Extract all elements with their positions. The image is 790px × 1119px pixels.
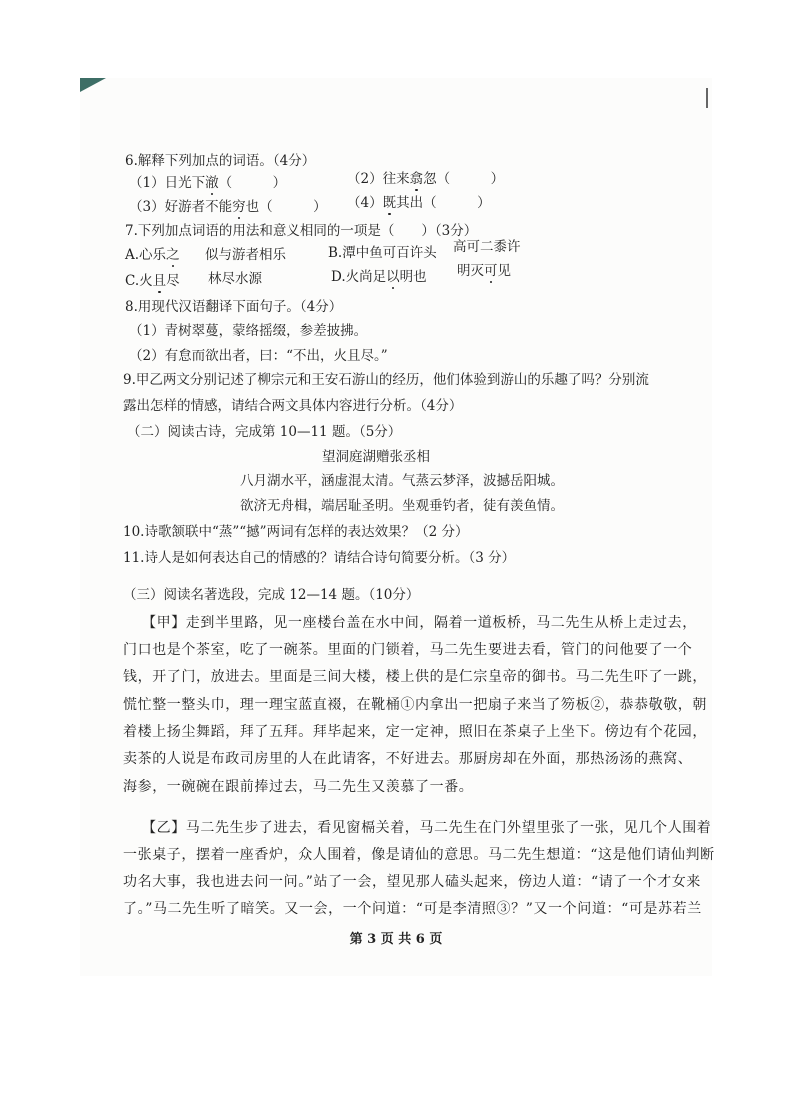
q11: 11.诗人是如何表达自己的情感的？请结合诗句简要分析。（3 分） <box>123 550 516 566</box>
page-footer: 第 3 页 共 6 页 <box>349 932 443 947</box>
q7-option-a-compare: 似与游者相乐 <box>205 247 286 263</box>
section-2-title: （二）阅读古诗，完成第 10—11 题。（5分） <box>127 424 402 440</box>
passage-jia-line: 门口也是个茶室，吃了一碗茶。里面的门锁着，马二先生要进去看，管门的问他要了一个 <box>123 642 693 658</box>
passage-yi-line: 功名大事，我也进去问一问。”站了一会，望见那人磕头起来，傍边人道：“请了一个才女来 <box>123 874 701 890</box>
q9-line-1: 9.甲乙两文分别记述了柳宗元和王安石游山的经历，他们体验到游山的乐趣了吗？分别流 <box>123 372 649 388</box>
passage-jia-line: 海参，一碗碗在跟前捧过去，马二先生又羡慕了一番。 <box>123 779 474 795</box>
poem-title: 望洞庭湖赠张丞相 <box>322 449 430 465</box>
poem-line-1: 八月湖水平，涵虚混太清。气蒸云梦泽，波撼岳阳城。 <box>240 473 564 489</box>
passage-yi-line: 了。”马二先生听了暗笑。又一会，一个问道：“可是李清照③？”又一个问道：“可是苏若兰 <box>123 901 702 917</box>
q7-option-a: A.心乐之 <box>125 247 180 263</box>
passage-yi-line: 一张桌子，摆着一座香炉，众人围着，像是请仙的意思。马二先生想道：“这是他们请仙判断 <box>123 847 715 863</box>
section-3-title: （三）阅读名著选段，完成 12—14 题。（10分） <box>123 587 420 603</box>
q7-option-b: B.潭中鱼可百许头 <box>328 245 437 261</box>
q7-option-b-compare: 高可二黍许 <box>453 239 521 255</box>
poem-line-2: 欲济无舟楫，端居耻圣明。坐观垂钓者，徒有羡鱼情。 <box>240 498 564 514</box>
q8-sentence-1: （1）青树翠蔓，蒙络摇缀，参差披拂。 <box>129 323 368 339</box>
passage-jia-line: 卖茶的人说是布政司房里的人在此请客，不好进去。那厨房却在外面，那热汤汤的燕窝、 <box>123 751 693 767</box>
q6-item-2: （2）往来翕忽（ ） <box>347 171 505 187</box>
passage-jia-line: 【甲】走到半里路，见一座楼台盖在水中间，隔着一道板桥，马二先生从桥上走过去， <box>142 615 697 631</box>
q6-item-4: （4）既其出（ ） <box>347 195 491 211</box>
passage-jia-line: 钱，开了门，放进去。里面是三间大楼，楼上供的是仁宗皇帝的御书。马二先生吓了一跳， <box>123 669 707 685</box>
q7-option-c-compare: 林尽水源 <box>208 271 262 287</box>
q7-stem: 7.下列加点词语的用法和意义相同的一项是（ ）（3分） <box>125 223 478 239</box>
q6-stem: 6.解释下列加点的词语。（4分） <box>125 153 316 169</box>
q7-option-d-compare: 明灭可见 <box>457 263 511 279</box>
edge-mark <box>706 88 708 108</box>
q10: 10.诗歌颔联中“蒸”“撼”两词有怎样的表达效果？（2 分） <box>123 524 469 540</box>
page-corner-mark <box>80 78 106 92</box>
q8-sentence-2: （2）有怠而欲出者，曰：“不出，火且尽。” <box>129 348 388 364</box>
q7-option-c: C.火且尽 <box>125 273 180 289</box>
q6-item-1: （1）日光下澈（ ） <box>129 175 287 191</box>
q7-option-d: D.火尚足以明也 <box>331 269 427 285</box>
q8-stem: 8.用现代汉语翻译下面句子。（4分） <box>125 299 343 315</box>
q9-line-2: 露出怎样的情感，请结合两文具体内容进行分析。（4分） <box>123 398 463 414</box>
q6-item-3: （3）好游者不能穷也（ ） <box>129 199 327 215</box>
passage-jia-line: 慌忙整一整头巾，理一理宝蓝直裰，在靴桶①内拿出一把扇子来当了笏板②，恭恭敬敬，朝 <box>123 697 707 713</box>
passage-yi-line: 【乙】马二先生步了进去，看见窗槅关着，马二先生在门外望里张了一张，见几个人围着 <box>142 820 712 836</box>
passage-jia-line: 着楼上扬尘舞蹈，拜了五拜。拜毕起来，定一定神，照旧在茶桌子上坐下。傍边有个花园， <box>123 724 707 740</box>
